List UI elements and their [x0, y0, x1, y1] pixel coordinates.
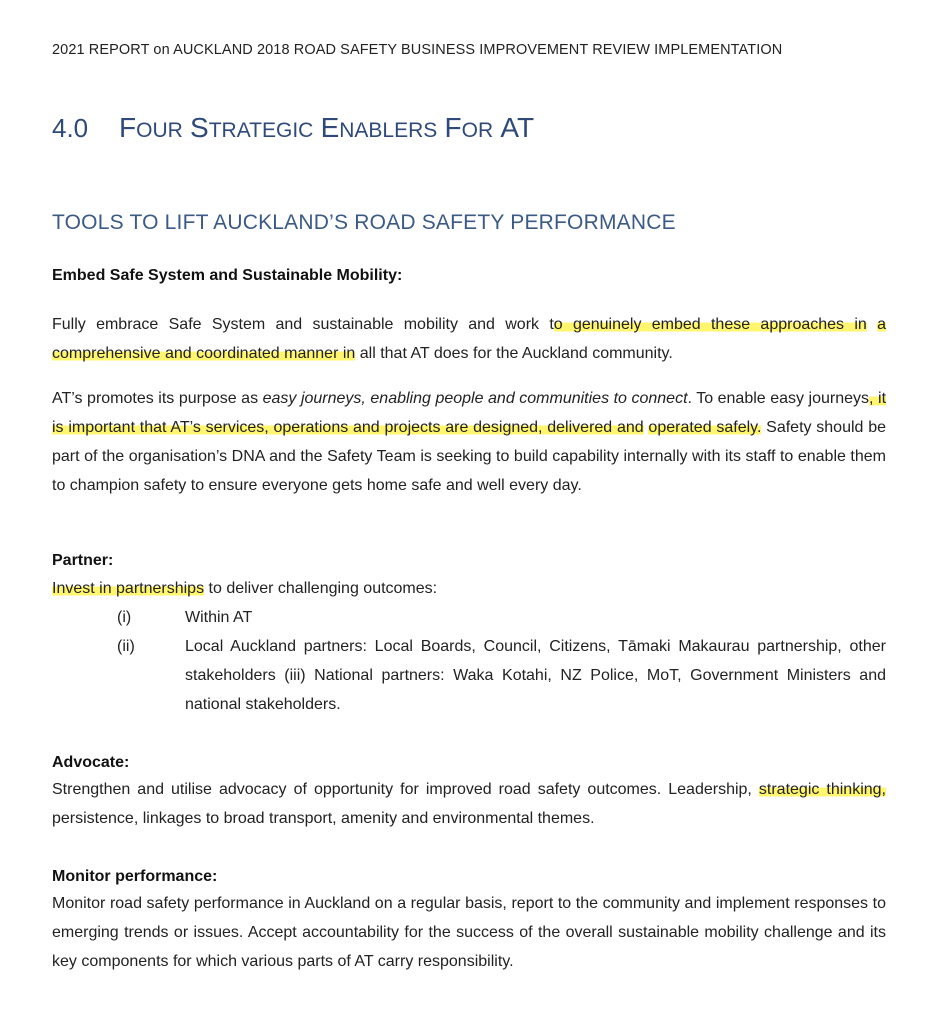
highlight: strategic thinking,	[758, 781, 886, 798]
advocate-paragraph: Strengthen and utilise advocacy of opportunity for improved road safety outcomes. Leadership, strategic thinking, persistence, linkages to broad transport, amenity and environmental themes.	[52, 781, 886, 827]
highlight: , it is important that AT’s services, operations and projects are designed, delivered and	[52, 390, 887, 436]
highlight: a comprehensive and coordinated manner in	[52, 316, 887, 362]
partner-heading: Partner:	[52, 552, 114, 569]
embed-paragraph-2: AT’s promotes its purpose as easy journeys, enabling people and communities to connect. To enable easy journeys, it is important that AT’s services, operations and projects are designed, delivered and operated safely. Safety should be part of the organisation’s DNA and the Safety Team is seeking to build capability internally with its staff to enable them to champion safety to ensure everyone gets home safe and well every day.	[52, 390, 887, 494]
partner-section	[52, 551, 886, 571]
running-header: 2021 REPORT on AUCKLAND 2018 ROAD SAFETY BUSINESS IMPROVEMENT REVIEW IMPLEMENTATION	[52, 42, 783, 58]
advocate-heading: Advocate:	[52, 754, 130, 771]
document-page: 2021 REPORT on AUCKLAND 2018 ROAD SAFETY BUSINESS IMPROVEMENT REVIEW IMPLEMENTATION 4.0 FOUR STRATEGIC ENABLERS FOR AT TOOLS TO LIFT AUCKLAND’S ROAD SAFETY PERFORMANCE Embed Safe System and Sustainable Mobility: Fully embrace Safe System and sustainable mobility and work to genuinely embed these approaches in a comprehensive and coordinated manner in all that AT does for the Auckland community. AT’s promotes its purpose as easy journeys, enabling people and communities to connect. To enable easy journeys, it is important that AT’s services, operations and projects are designed, delivered and operated safely. Safety should be part of the organisation’s DNA and the Safety Team is seeking to build capability internally with its staff to enable them to champion safety to ensure everyone gets home safe and well every day. Partner: Invest in partnerships to deliver challenging outcomes: (i) Within AT (ii) Local Auckland partners: Local Boards, Council, Citizens, Tāmaki Makaurau partnership, other stakeholders (iii) National partners: Waka Kotahi, NZ Police, MoT, Government Ministers and national stakeholders. Advocate: Strengthen and utilise advocacy of opportunity for improved road safety outcomes. Leadership, strategic thinking, persistence, linkages to broad transport, amenity and environmental themes. Monitor performance: Monitor road safety performance in Auckland on a regular basis, report to the community and implement responses to emerging trends or issues. Accept accountability for the success of the overall sustainable mobility challenge and its key components for which various parts of AT carry responsibility.	[0, 0, 927, 1024]
section-title: 4.0 FOUR STRATEGIC ENABLERS FOR AT	[52, 112, 535, 143]
monitor-section	[52, 867, 886, 887]
section-subheading: TOOLS TO LIFT AUCKLAND’S ROAD SAFETY PERFORMANCE	[52, 211, 676, 234]
embed-section	[52, 266, 886, 286]
monitor-heading: Monitor performance:	[52, 868, 218, 885]
embed-paragraph-1: Fully embrace Safe System and sustainable mobility and work to genuinely embed these approaches in a comprehensive and coordinated manner in all that AT does for the Auckland community.	[52, 316, 887, 362]
monitor-paragraph: Monitor road safety performance in Auckland on a regular basis, report to the community and implement responses to emerging trends or issues. Accept accountability for the success of the overall sustainable mobility challenge and its key components for which various parts of AT carry responsibility.	[52, 895, 886, 970]
highlight: operated safely.	[648, 419, 762, 436]
advocate-section	[52, 753, 886, 773]
highlight: o genuinely embed these approaches in	[553, 316, 867, 333]
highlight: Invest in partnerships	[52, 580, 205, 597]
section-number: 4.0	[52, 113, 89, 143]
embed-heading: Embed Safe System and Sustainable Mobility:	[52, 267, 403, 284]
partner-intro: Invest in partnerships to deliver challenging outcomes:	[52, 580, 438, 597]
